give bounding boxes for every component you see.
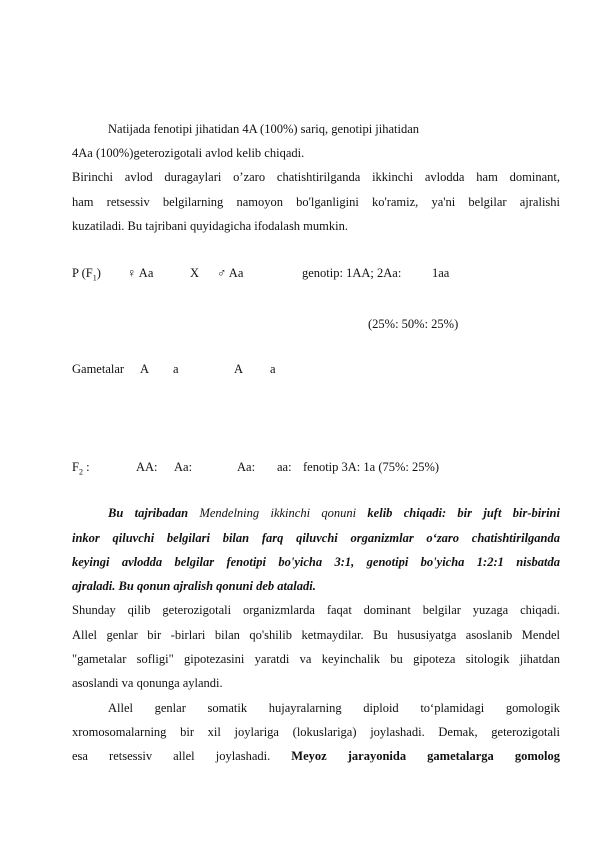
f2-genotype: AA: [136,460,158,474]
gamete: A [140,362,150,376]
gamete: a [173,362,179,376]
paragraph-line: Natijada fenotipi jihatidan 4A (100%) sariq, genotipi jihatidan [108,122,420,136]
paragraph-line: ham retsessiv belgilarning namoyon bo'lganligini ko'ramiz, ya'ni belgilar ajralishi [72,195,560,209]
law-line: keyingi avlodda belgilar fenotipi bo'yicha 3:1, genotipi bo'yicha 1:2:1 nisbatda [72,555,560,569]
percent-ratio: (25%: 50%: 25%) [368,317,459,331]
genotype-ratio: genotip: 1AA; 2Aa: [302,266,402,280]
paragraph-line: xromosomalarning bir xil joylariga (lokuslariga) joylashadi. Demak, geterozigotali [72,725,560,739]
female-parent: ♀ Aa [127,266,154,280]
paragraph-line: Birinchi avlod duragaylari o’zaro chatishtirilganda ikkinchi avlodda ham dominant, [72,170,560,184]
cross-sign: X [190,266,200,280]
f2-genotype: Aa: [174,460,193,474]
paragraph-line: Allel genlar somatik hujayralarning diploid to‘plamidagi gomologik [108,701,560,715]
paragraph-line: esa retsessiv allel joylashadi. Meyoz jarayonida gametalarga gomolog [72,749,561,763]
gamete: a [270,362,276,376]
paragraph-line: "gametalar sofligi" gipotezasini yaratdi va keyinchalik bu gipoteza sitologik jihatdan [72,652,560,666]
paragraph-line: kuzatiladi. Bu tajribani quyidagicha ifodalash mumkin. [72,219,348,233]
law-line: ajraladi. Bu qonun ajralish qonuni deb ataladi. [72,579,316,593]
paragraph-line: Allel genlar bir -birlari bilan qo'shilib ketmaydilar. Bu hususiyatga asoslanib Mendel [72,628,560,642]
law-line: inkor qiluvchi belgilari bilan farq qiluvchi organizmlar o‘zaro chatishtirilganda [72,531,560,545]
f2-phenotype-result: fenotip 3A: 1a (75%: 25%) [303,460,440,474]
cross-parent-label: P $(F_1)$ [72,266,101,283]
paragraph-line: 4Aa (100%)geterozigotali avlod kelib chiqadi. [72,146,305,160]
gamete: A [234,362,244,376]
gametes-label: Gametalar [72,362,125,376]
law-line: Bu tajribadan Mendelning ikkinchi qonuni kelib chiqadi: bir juft bir-birini [108,506,560,520]
paragraph-line: asoslandi va qonunga aylandi. [72,676,223,690]
f2-genotype: Aa: [237,460,256,474]
paragraph-line: Shunday qilib geterozigotali organizmlarda faqat dominant belgilar yuzaga chiqadi. [72,603,560,617]
f2-genotype: aa: [277,460,292,474]
male-parent: ♂ Aa [217,266,244,280]
genotype-aa: 1aa [432,266,450,280]
f2-label: $F_2$ : [72,460,90,477]
